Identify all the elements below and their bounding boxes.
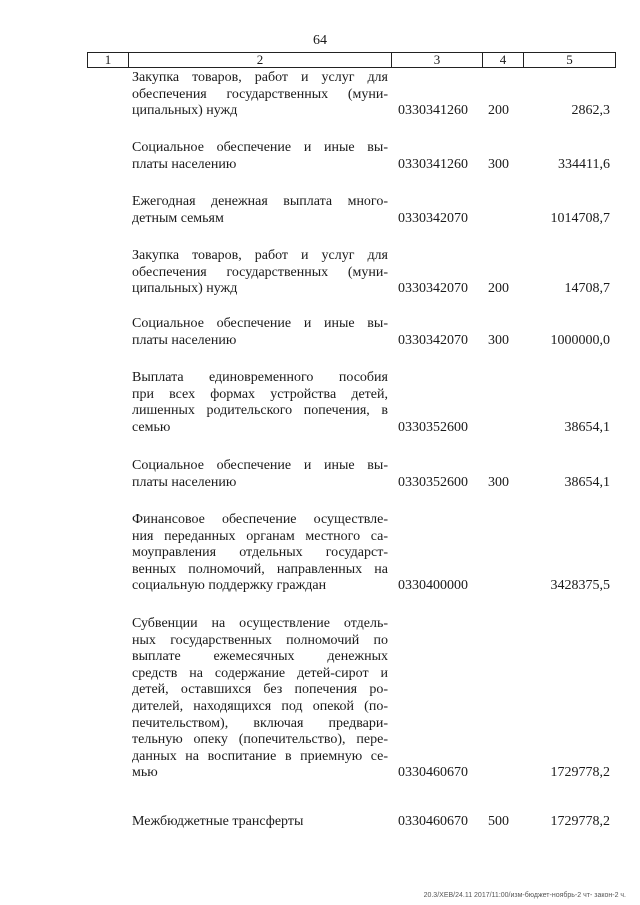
description-line: при всех формах устройства детей, bbox=[132, 386, 388, 402]
row-description bbox=[132, 248, 388, 298]
column-header-2: 2 bbox=[129, 53, 392, 67]
row-code: 0330342070 bbox=[398, 210, 468, 226]
description-line: платы населению bbox=[132, 474, 237, 490]
row-description bbox=[132, 458, 388, 491]
table-header bbox=[87, 52, 616, 68]
description-line: семью bbox=[132, 419, 171, 435]
row-description bbox=[132, 194, 388, 227]
description-line: социальную поддержку граждан bbox=[132, 578, 327, 594]
row-description bbox=[132, 370, 388, 436]
row-amount: 1000000,0 bbox=[550, 332, 610, 348]
description-line: Ежегодная денежная выплата много- bbox=[132, 194, 388, 209]
row-expense-type: 300 bbox=[488, 332, 509, 348]
description-line: печительством), включая предвари- bbox=[132, 715, 388, 731]
row-amount: 1729778,2 bbox=[550, 765, 610, 781]
row-expense-type: 300 bbox=[488, 156, 509, 172]
row-amount: 3428375,5 bbox=[550, 578, 610, 594]
description-line: выплате ежемесячных денежных bbox=[132, 649, 388, 665]
column-header-3: 3 bbox=[392, 53, 483, 67]
row-code: 0330352600 bbox=[398, 474, 468, 490]
row-description bbox=[132, 316, 388, 349]
description-line: моуправления отдельных государст- bbox=[132, 545, 388, 561]
row-amount: 1014708,7 bbox=[550, 210, 610, 226]
row-description bbox=[132, 70, 388, 120]
footer-note: 20.3/ХЕВ/24.11 2017/11:00/изм-бюджет-ноябрь-2 чт- закон-2 ч. bbox=[423, 892, 626, 899]
description-line: ных государственных полномочий по bbox=[132, 632, 388, 648]
column-header-5: 5 bbox=[566, 52, 573, 67]
row-code: 0330460670 bbox=[398, 765, 468, 781]
description-line: тельную опеку (попечительство), пере- bbox=[132, 732, 388, 748]
row-expense-type: 200 bbox=[488, 281, 509, 297]
description-line: Выплата единовременного пособия bbox=[132, 370, 388, 385]
description-line: данных на воспитание в приемную се- bbox=[132, 748, 388, 764]
row-code: 0330342070 bbox=[398, 281, 468, 297]
description-line: ципальных) нужд bbox=[132, 103, 238, 119]
description-line: Социальное обеспечение и иные вы- bbox=[132, 458, 388, 473]
description-line: Социальное обеспечение и иные вы- bbox=[132, 316, 388, 331]
row-code: 0330400000 bbox=[398, 578, 468, 594]
row-amount: 1729778,2 bbox=[550, 814, 610, 829]
row-description bbox=[132, 616, 388, 782]
description-line: обеспечения государственных (муни- bbox=[132, 86, 388, 102]
column-header-4: 4 bbox=[483, 53, 524, 67]
description-line: Социальное обеспечение и иные вы- bbox=[132, 140, 388, 155]
description-line: мью bbox=[132, 765, 158, 781]
description-line: обеспечения государственных (муни- bbox=[132, 264, 388, 280]
description-line: дителей, находящихся под опекой (по- bbox=[132, 698, 388, 714]
row-amount: 38654,1 bbox=[564, 474, 610, 490]
row-description bbox=[132, 814, 388, 831]
description-line: лишенных родительского попечения, в bbox=[132, 403, 388, 419]
row-code: 0330352600 bbox=[398, 419, 468, 435]
description-line: венных полномочий, направленных на bbox=[132, 561, 388, 577]
row-code: 0330341260 bbox=[398, 156, 468, 172]
row-description bbox=[132, 140, 388, 173]
description-line: детным семьям bbox=[132, 210, 224, 226]
page-number: 64 bbox=[313, 33, 327, 48]
description-line: Финансовое обеспечение осуществле- bbox=[132, 512, 388, 527]
description-line: Субвенции на осуществление отдель- bbox=[132, 616, 388, 631]
description-line: платы населению bbox=[132, 156, 237, 172]
column-header-1: 1 bbox=[88, 53, 129, 67]
row-expense-type: 500 bbox=[488, 814, 509, 829]
description-line: средств на содержание детей-сирот и bbox=[132, 665, 388, 681]
row-amount: 14708,7 bbox=[564, 281, 610, 297]
description-line: детей, оставшихся без попечения ро- bbox=[132, 682, 388, 698]
row-code: 0330342070 bbox=[398, 332, 468, 348]
row-expense-type: 300 bbox=[488, 474, 509, 490]
description-line: Закупка товаров, работ и услуг для bbox=[132, 248, 388, 263]
description-line: платы населению bbox=[132, 332, 237, 348]
row-code: 0330460670 bbox=[398, 814, 468, 829]
row-code: 0330341260 bbox=[398, 103, 468, 119]
row-amount: 334411,6 bbox=[558, 156, 610, 172]
description-line: Закупка товаров, работ и услуг для bbox=[132, 70, 388, 85]
row-amount: 2862,3 bbox=[571, 103, 610, 119]
row-expense-type: 200 bbox=[488, 103, 509, 119]
description-line: ния переданных органам местного са- bbox=[132, 528, 388, 544]
row-description bbox=[132, 512, 388, 595]
description-line: ципальных) нужд bbox=[132, 281, 238, 297]
row-amount: 38654,1 bbox=[564, 419, 610, 435]
description-line: Межбюджетные трансферты bbox=[132, 814, 304, 829]
